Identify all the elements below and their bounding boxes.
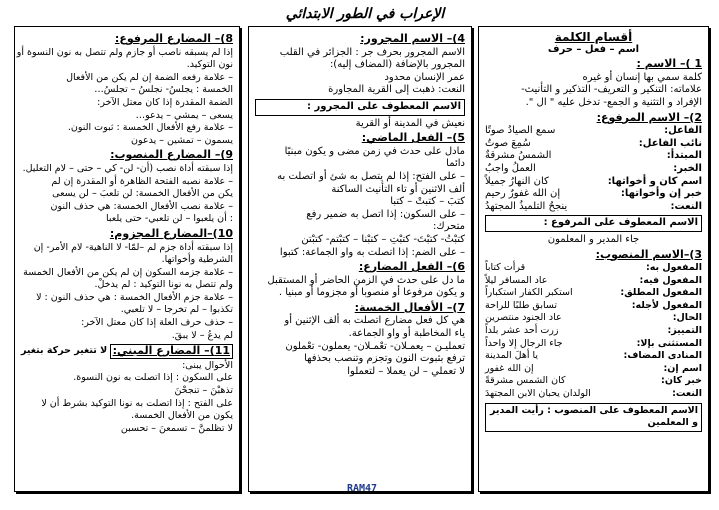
text-line: يكون من الأفعال الخمسة.: [131, 410, 233, 422]
section-title: 2)– الاسم المرفوع:: [596, 110, 702, 124]
text-line: – علامة نصب الأفعال الخمسة: هي حذف النون: [50, 200, 233, 212]
table-row: [485, 125, 702, 138]
rows: [485, 125, 702, 213]
text-line: و يكون مرفوعا أو منصوبا أو مجزوما أو مبنيا .: [278, 287, 465, 299]
section-title: 6)– الفعل المضارع:: [358, 260, 465, 274]
table-row: [485, 325, 702, 338]
text-line: علاماته: التنكير و التعريف- التذكير و التأنيث-: [521, 84, 702, 96]
row-example: العملُ واجبٌ: [485, 162, 536, 174]
row-label: اسم إن:: [663, 362, 702, 374]
row-label: المفعول به:: [645, 262, 702, 274]
text-line: كتبَ – كتبتْ – كتبا: [390, 196, 465, 208]
text-line: الاسم المجرور بحرف جر : الجزائر في القلب: [279, 46, 465, 58]
row-label: المستثنى بإلا:: [636, 337, 702, 349]
table-row: [485, 338, 702, 351]
table-row: [485, 163, 702, 176]
table-row: [485, 350, 702, 363]
row-label: الحال:: [672, 312, 702, 324]
section-body: [255, 315, 465, 378]
boxed-rule-label: الاسم المعطوف على المنصوب :: [547, 404, 698, 416]
section-title: 5)– الفعل الماضي:: [361, 131, 465, 145]
table-row: [485, 150, 702, 163]
row-example: ينجحُ التلميذُ المجتهدُ: [485, 200, 568, 212]
table-row: [485, 188, 702, 201]
text-line: لم يدعُ – لا يبقَ.: [171, 329, 233, 341]
row-label: التمييز:: [667, 325, 702, 337]
example-line: رأيت المدير و المعلمين: [489, 404, 698, 429]
text-line: مادل على حدث في زمن مضى و يكون مبنيًا: [284, 145, 465, 157]
text-line: تكذبوا – لم تخرجا – لا تلعبي.: [120, 304, 233, 316]
section-title: 7)– الأفعال الخمسة:: [354, 300, 465, 314]
section-title: 9)– المضارع المنصوب:: [110, 148, 233, 162]
row-label: المنادى المضاف:: [623, 350, 702, 362]
text-line: الضمة المقدرة إذا كان معتل الآخر:: [97, 96, 233, 108]
text-line: – علامة رفعه الضمة إن لم يكن من الأفعال: [66, 71, 233, 83]
boxed-rule: الاسم المعطوف على المرفوع :: [485, 215, 702, 232]
page-title: الإعراب في الطور الابتدائي: [285, 6, 445, 22]
section-title: 4)– الاسم المجرور:: [360, 32, 465, 45]
row-example: سمع الصيادُ صوتًا: [485, 125, 556, 137]
table-row: [485, 176, 702, 189]
row-example: الولدان يحبان الابن المجتهدَ: [485, 388, 591, 400]
table-row: [485, 388, 702, 401]
column-verbs: [248, 26, 472, 492]
text-line: ألف الاثنين أو تاء التأنيث الساكنة: [331, 183, 465, 195]
text-line: متحرك:: [433, 221, 465, 233]
row-example: إن الله غفورٌ رحيم: [485, 188, 561, 200]
row-example: سُمِعَ صوتٌ: [485, 137, 531, 149]
row-label: المبتدأ:: [666, 150, 702, 162]
section-body: [255, 47, 465, 97]
text-line: ياء المخاطبة أو واو الجماعة.: [348, 328, 465, 340]
text-line: يسمون – تمشين – يدعون: [131, 134, 233, 146]
text-line: – على الفتح: إذا لم يتصل به شئ أو اتصلت به: [277, 170, 465, 182]
text-line: هي كل فعل مضارع اتصلت به ألف الإثنين أو: [284, 315, 465, 327]
text-line: يكن من الأفعال الخمسة: لن تلعبَ – لن يسعى: [52, 188, 233, 200]
text-line: دائما: [446, 158, 465, 170]
text-line: نون التوكيد.: [186, 59, 233, 71]
row-example: جاء الرجال إلا واحداً: [485, 337, 563, 349]
table-row: [485, 375, 702, 388]
text-line: – على الضم: إذا اتصلت به واو الجماعة: كتبوا: [279, 246, 465, 258]
row-label: المفعول فيه:: [639, 274, 702, 286]
text-line: على السكون : إذا اتصلت به نون النسوة.: [73, 372, 233, 384]
text-line: على الفتح : إذا اتصلت به نونا التوكيد بشرط أن لا: [41, 397, 233, 409]
row-label: الفاعل:: [664, 125, 702, 137]
author-signature: RAM47: [346, 483, 378, 494]
row-example: استكبر الكفار استكباراً: [485, 287, 573, 299]
section-body: [255, 275, 465, 300]
table-row: [485, 275, 702, 288]
section-title: 10)–المضارع المجزوم:: [109, 226, 233, 240]
row-example: إن الله غفور: [485, 362, 534, 374]
row-label: خبر إن وأخواتها:: [620, 188, 702, 200]
section-title: 8)– المضارع المرفوع:: [114, 32, 233, 45]
section-body: [21, 360, 233, 436]
text-line: ولم تتصل به نونا التوكيد : لم يدخلْ.: [94, 279, 233, 291]
text-line: تذهبْنَ – تنجحْنَ: [174, 385, 233, 397]
section-body: [21, 242, 233, 343]
text-line: تعمليـن – يعمـلان- تعْمـلان- يعملون- تعْملون: [285, 340, 465, 352]
row-label: نائب الفاعل:: [638, 137, 702, 149]
table-row: [485, 363, 702, 376]
boxed-rule: [485, 403, 702, 432]
row-label: خبر كان:: [661, 375, 702, 387]
table-row: [485, 312, 702, 325]
section-title: 11)– المضارع المبني:: [110, 344, 233, 359]
section-note: لا تتغير حركة بتغير: [21, 344, 108, 356]
text-line: كتبْتُ- كتبْتَ- كتبْتِ – كتبْنا – كتبْتم- كتبْتن: [301, 233, 465, 245]
section-body: [255, 146, 465, 259]
row-label: اسم كان و أخواتها:: [607, 175, 702, 187]
text-line: – حذف حرف العلة إذا كان معتل الآخر:: [81, 317, 233, 329]
example-line: نعيش في المدينة أو القرية: [355, 117, 465, 129]
text-line: عمر الإنسان محدود: [384, 71, 465, 83]
row-label: المفعول لأجله:: [631, 299, 702, 311]
text-line: لا تعملي – لن يعملا – لتعملوا: [347, 365, 465, 377]
text-line: – علامة رفع الأفعال الخمسة : ثبوت النون.: [67, 122, 233, 134]
row-example: زرت أحد عشر بلداً: [485, 325, 559, 337]
section-body: [21, 163, 233, 226]
table-row: [485, 201, 702, 214]
column-word-parts: [478, 26, 709, 492]
row-example: تسابق طلبًا للراحة: [485, 299, 557, 311]
text-line: الشرطية وأخواتها.: [161, 254, 233, 266]
section-heading: أقسام الكلمة: [554, 30, 633, 44]
text-line: الخمسة : يجلسُ- نجلسُ – تجلسُ…: [94, 84, 233, 96]
row-label: النعت:: [670, 200, 702, 212]
text-line: – على السكون: إذا اتصل به ضمير رفع: [306, 208, 465, 220]
row-label: النعت:: [672, 388, 702, 400]
section-body: [16, 46, 233, 148]
text-line: الأحوال يبنى:: [182, 359, 233, 371]
section-header-row: [21, 342, 233, 360]
row-label: الخبر:: [673, 162, 702, 174]
text-line: إذا سبقته أداة جزم لم –لمّا- لا الناهية- لام الأمر- إن: [33, 241, 233, 253]
table-row: [485, 287, 702, 300]
text-line: المجرور بالإضافة (المضاف إليه):: [329, 59, 465, 71]
row-example: يا أهلَ المدينة: [485, 350, 539, 362]
column-present-tense: [14, 26, 240, 492]
rows: [485, 262, 702, 401]
text-line: – علامة نصبه الفتحة الظاهرة أو المقدرة إن لم: [51, 175, 233, 187]
example-line: جاء المدير و المعلمون: [547, 233, 640, 245]
boxed-rule: الاسم المعطوف على المجرور :: [255, 99, 465, 116]
table-row: [485, 138, 702, 151]
text-line: ما دل على حدث في الزمن الحاضر أو المستقبل: [267, 274, 465, 286]
table-row: [485, 262, 702, 275]
section-title: 1 )– الاسم :: [636, 57, 702, 71]
row-example: كان الشمس مشرقةً: [485, 375, 566, 387]
row-example: الشمسُ مشرقةٌ: [485, 150, 552, 162]
text-line: يسعى – يمشي – يدعو…: [135, 109, 233, 121]
section-body: [485, 72, 702, 110]
row-example: عاد الجنود منتصرين: [485, 312, 562, 324]
section-subheading: اسم – فعل – حرف: [547, 43, 640, 55]
text-line: إذا لم يسبقه ناصب أو جازم ولم تتصل به نون النسوة أو: [16, 46, 233, 58]
text-line: إذا سبقته أداة نصب (أن- لن- كي – حتى – لام التعليل.: [22, 162, 233, 174]
text-line: النعت: ذهبت إلى القرية المجاورة: [328, 84, 465, 96]
text-line: : أن يلعبوا – لن تلعبي- حتى يلعبا: [106, 213, 233, 225]
row-example: عاد المسافر ليلاً: [485, 274, 548, 286]
table-row: [485, 300, 702, 313]
text-line: الإفراد و التثنية و الجمع- تدخل عليه " ال ".: [525, 96, 702, 108]
text-line: – علامة جزم الأفعال الخمسة : هي حذف النون : لا: [36, 291, 233, 303]
text-line: كلمة سمي بها إنسان أو غيره: [582, 71, 702, 83]
row-label: المفعول المطلق:: [620, 287, 702, 299]
section-title: 3)–الاسم المنصوب:: [595, 247, 702, 261]
text-line: لا تظلمنَّ – تسمعنَ – تحسبن: [120, 422, 233, 434]
row-example: كان النهارُ جميلاً: [485, 175, 549, 187]
row-example: قرأت كتاباً: [485, 262, 526, 274]
text-line: ترفع بثبوت النون وتجزم وتنصب بحذفها: [304, 353, 465, 365]
text-line: – علامة جزمه السكون إن لم يكن من الأفعال الخمسة: [23, 266, 233, 278]
